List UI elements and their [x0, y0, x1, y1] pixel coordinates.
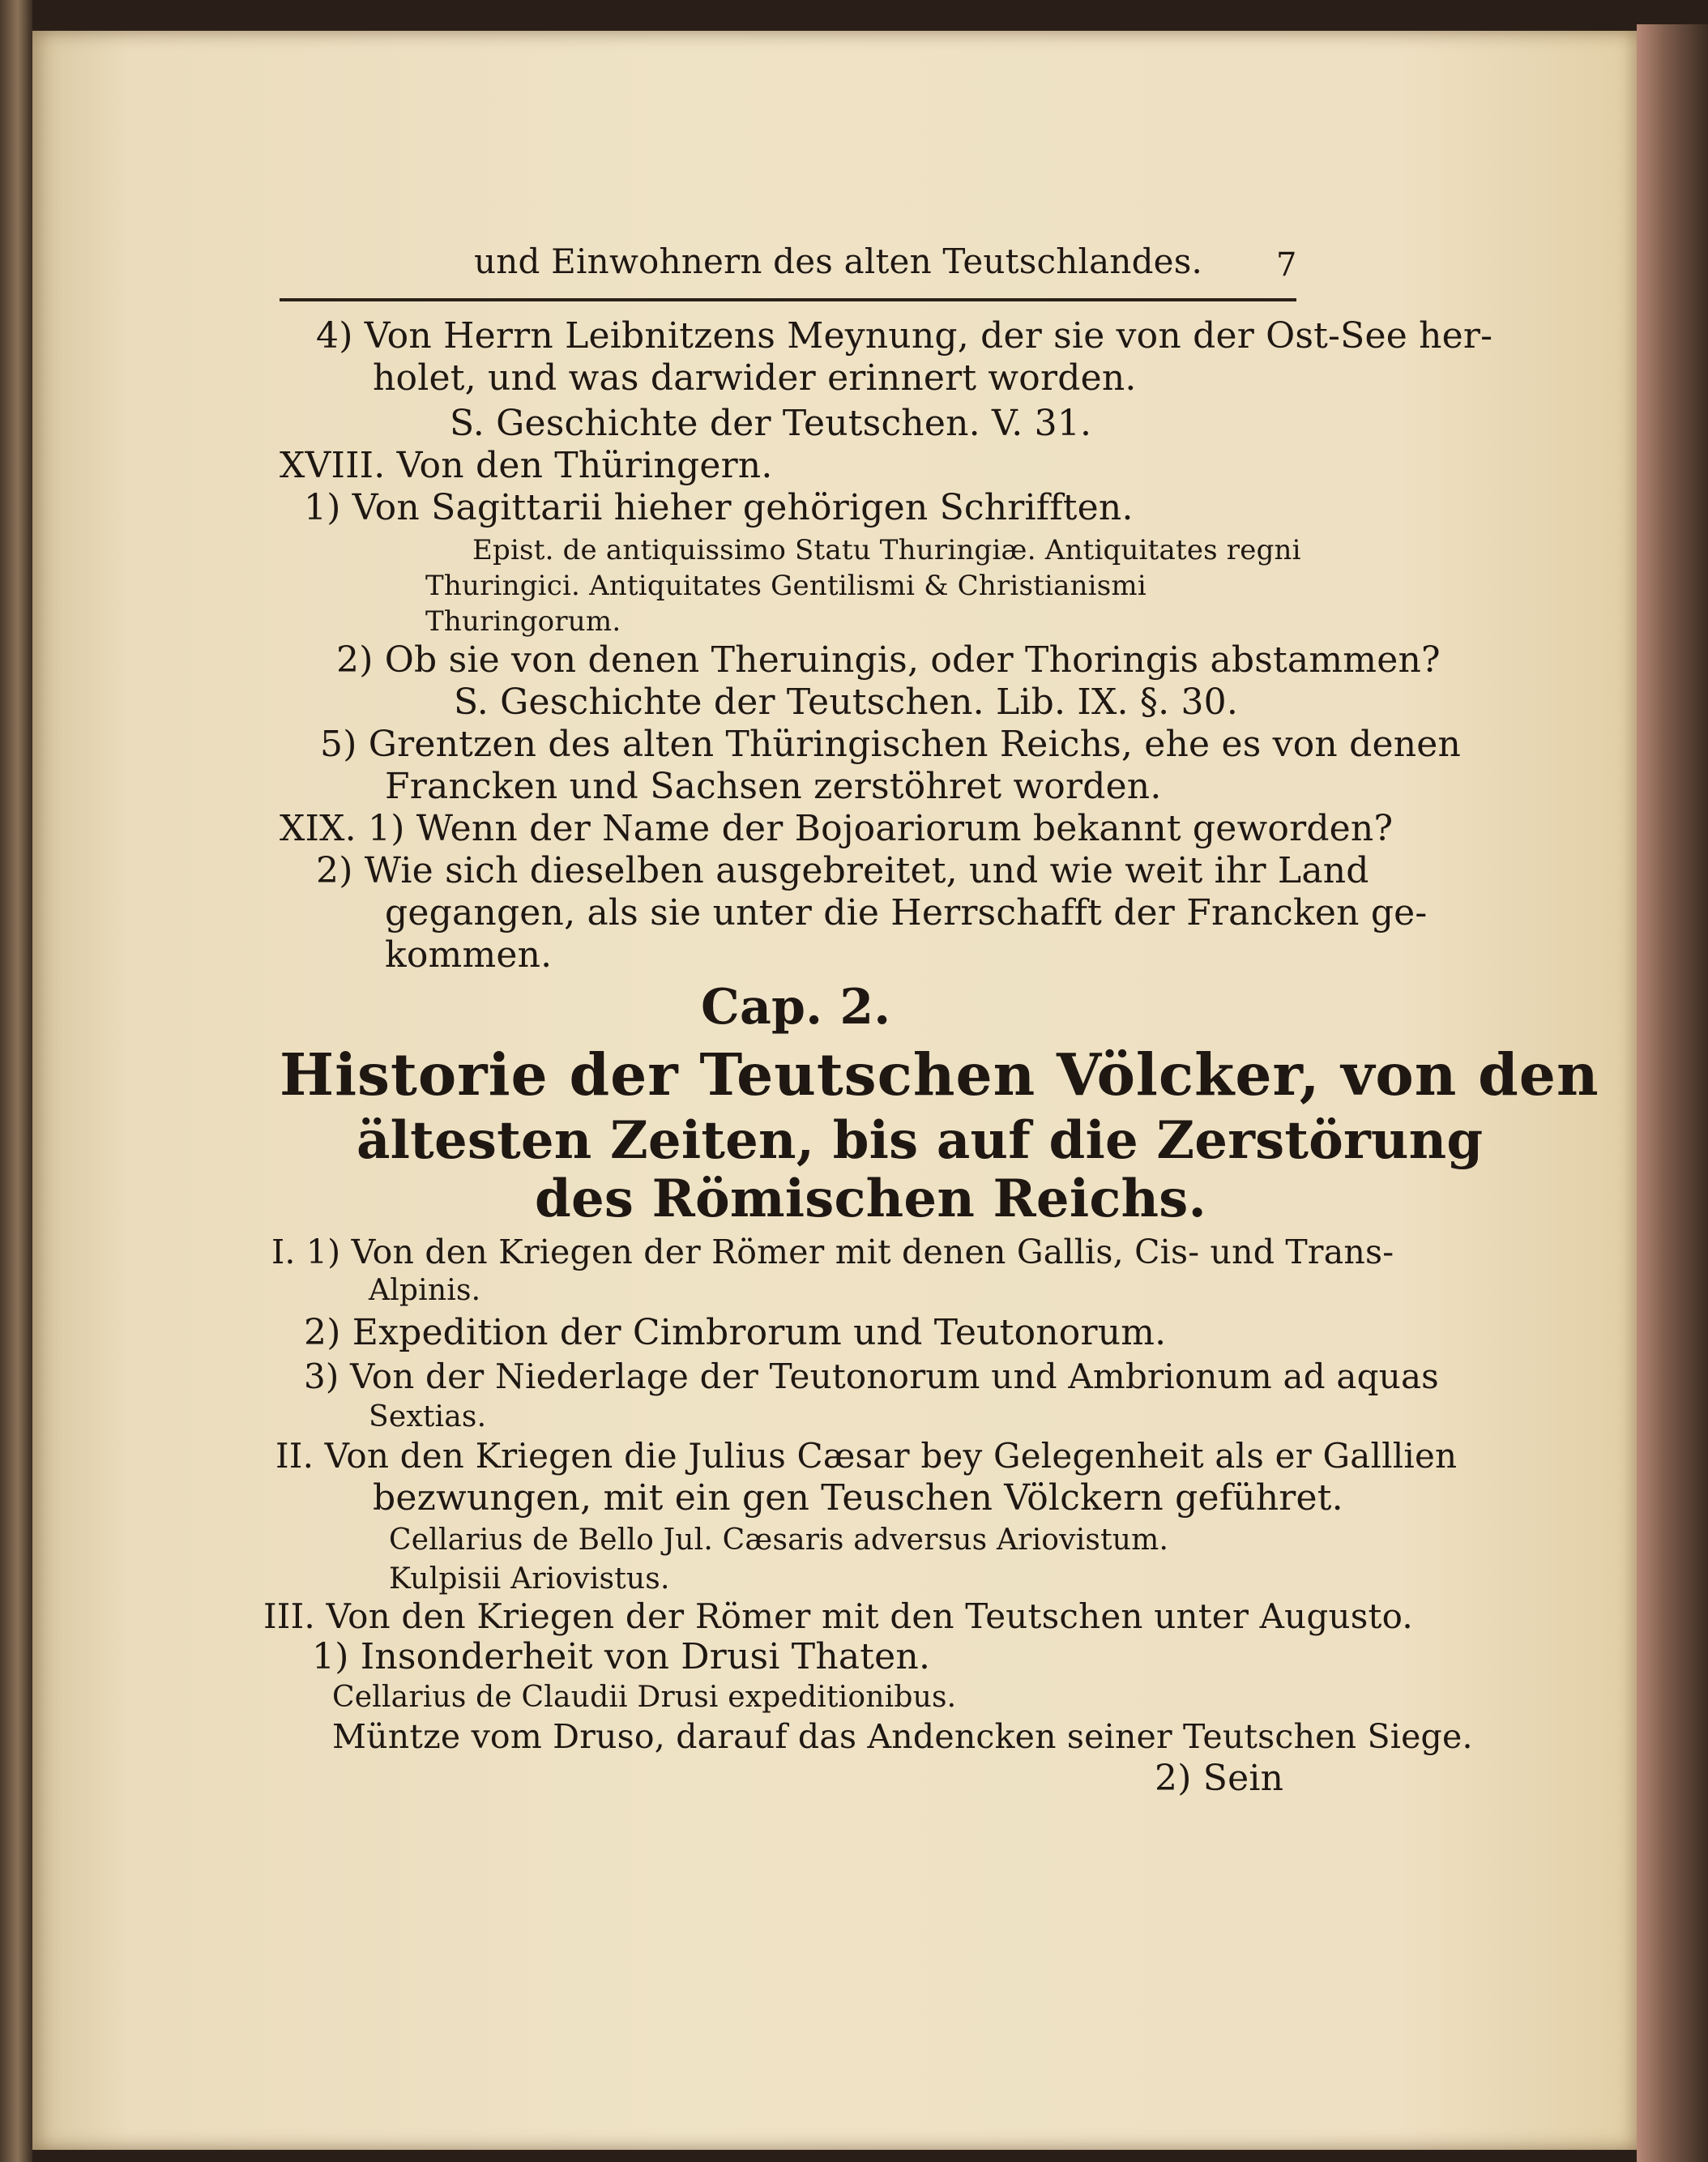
header-rule [280, 298, 1296, 301]
text-line: I. 1) Von den Kriegen der Römer mit denen Gallis, Cis- und Trans- [271, 1233, 1394, 1271]
text-line: 1) Von Sagittarii hieher gehörigen Schrifften. [304, 487, 1134, 528]
text-line: 3) Von der Niederlage der Teutonorum und Ambrionum ad aquas [304, 1357, 1439, 1396]
text-line: 4) Von Herrn Leibnitzens Meynung, der sie von der Ost-See her- [316, 315, 1493, 357]
text-line: Thuringici. Antiquitates Gentilismi & Christianismi [425, 570, 1146, 602]
text-line: gegangen, als sie unter die Herrschafft der Francken ge- [385, 892, 1428, 934]
chapter-label: Cap. 2. [701, 979, 891, 1036]
chapter-title: Historie der Teutschen Völcker, von den [280, 1040, 1599, 1109]
text-line: XIX. 1) Wenn der Name der Bojoariorum bekannt geworden? [280, 808, 1394, 849]
text-line: Francken und Sachsen zerstöhret worden. [385, 766, 1162, 807]
text-line: XVIII. Von den Thüringern. [280, 445, 773, 486]
text-line: holet, und was darwider erinnert worden. [373, 357, 1137, 399]
text-line: Sextias. [369, 1400, 487, 1434]
chapter-title: des Römischen Reichs. [535, 1169, 1206, 1229]
text-line: kommen. [385, 934, 553, 976]
running-title: und Einwohnern des alten Teutschlandes. [474, 241, 1203, 281]
text-line: 2) Ob sie von denen Theruingis, oder Thoringis abstammen? [336, 639, 1441, 681]
text-line: Cellarius de Bello Jul. Cæsaris adversus Ariovistum. [389, 1523, 1169, 1557]
page-number: 7 [1276, 246, 1297, 284]
page-edge [1637, 24, 1708, 2162]
text-line: 2) Expedition der Cimbrorum und Teutonorum. [304, 1312, 1167, 1353]
text-line: 1) Insonderheit von Drusi Thaten. [312, 1636, 931, 1677]
text-line: III. Von den Kriegen der Römer mit den Teutschen unter Augusto. [263, 1596, 1413, 1636]
text-line: Müntze vom Druso, darauf das Andencken seiner Teutschen Siege. [332, 1717, 1473, 1756]
text-line: 2) Wie sich dieselben ausgebreitet, und wie weit ihr Land [316, 850, 1369, 891]
book-spine [0, 0, 32, 2162]
text-line: Kulpisii Ariovistus. [389, 1562, 670, 1596]
text-line: bezwungen, mit ein gen Teuschen Völckern geführet. [373, 1477, 1343, 1519]
text-line: II. Von den Kriegen die Julius Cæsar bey Gelegenheit als er Galllien [275, 1436, 1458, 1476]
text-line: S. Geschichte der Teutschen. V. 31. [450, 403, 1092, 444]
catchword: 2) Sein [1155, 1758, 1284, 1799]
text-line: Alpinis. [369, 1274, 481, 1307]
text-line: Epist. de antiquissimo Statu Thuringiæ. Antiquitates regni [472, 534, 1301, 566]
chapter-title: ältesten Zeiten, bis auf die Zerstörung [357, 1110, 1484, 1171]
text-line: S. Geschichte der Teutschen. Lib. IX. §. 30. [454, 682, 1239, 723]
text-line: Cellarius de Claudii Drusi expeditionibus. [332, 1681, 957, 1714]
text-line: 5) Grentzen des alten Thüringischen Reichs, ehe es von denen [320, 724, 1462, 765]
text-line: Thuringorum. [425, 605, 621, 638]
